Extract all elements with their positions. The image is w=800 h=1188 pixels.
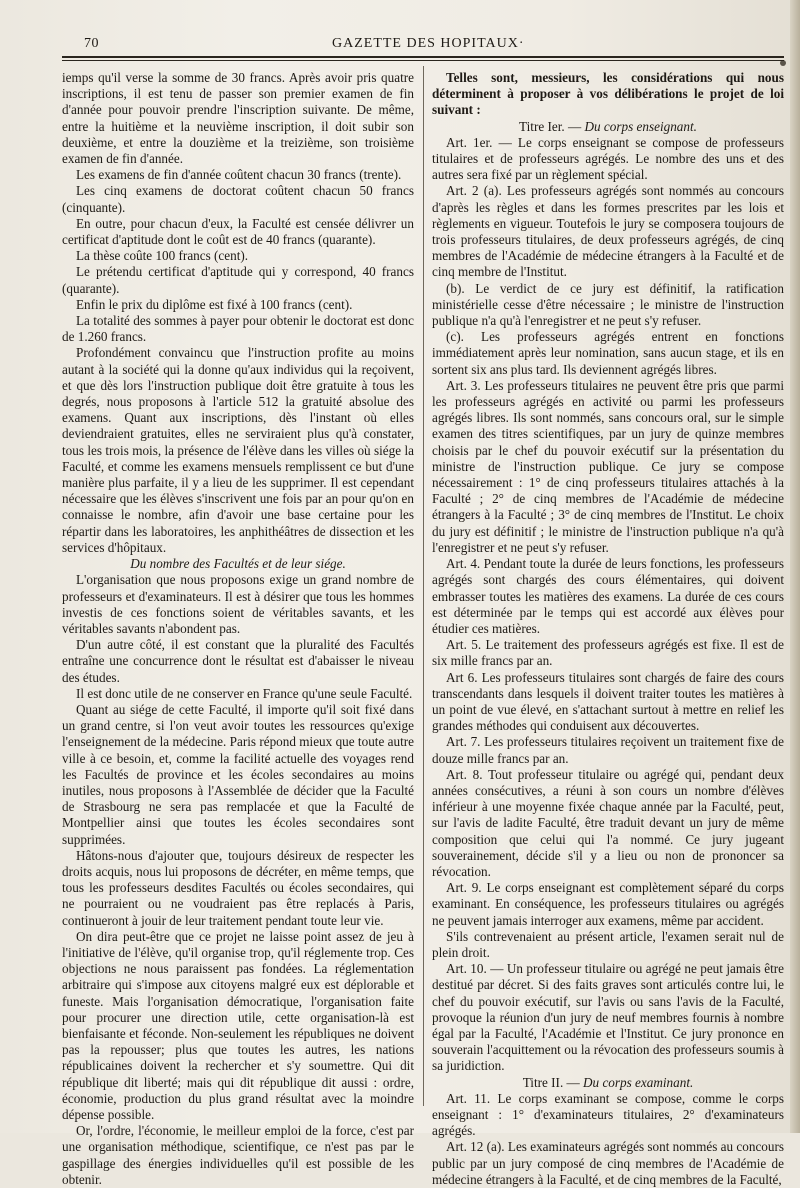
article: Art. 7. Les professeurs titulaires reçoivent un traitement fixe de douze mille francs par an.	[432, 734, 784, 766]
column-divider	[423, 66, 424, 1106]
paragraph: La totalité des sommes à payer pour obtenir le doctorat est donc de 1.260 francs.	[62, 313, 414, 345]
journal-title: GAZETTE DES HOPITAUX·	[332, 36, 525, 51]
intro-paragraph: Telles sont, messieurs, les considérations qui nous déterminent à proposer à vos délibérations le projet de loi suivant :	[432, 70, 784, 118]
title-1-prefix: Titre Ier. —	[519, 118, 582, 134]
page-number: 70	[84, 36, 99, 51]
title-1-heading	[432, 119, 784, 135]
paragraph: Hâtons-nous d'ajouter que, toujours désireux de respecter les droits acquis, nous lui proposons de décréter, en même temps, que tous les professeurs desdites Facultés ou écoles secondaires, qui ne pourraient ou ne voudraient pas être replacés à Paris, continueront à jouir de leur traitement pendant toute leur vie.	[62, 847, 414, 928]
article: Art. 3. Les professeurs titulaires ne peuvent être pris que parmi les professeurs agrégés en activité ou parmi les professeurs agrégés libres. Ils sont nommés, sans concours oral, sur le simple examen des titres scientifiques, par un jury de quinze membres choisis par le chef du pouvoir exécutif sur la présentation du ministre de l'instruction publique. Ce jury se compose nécessairement : 1° de cinq professeurs titulaires attachés à la Faculté ; 2° de cinq membres de l'Académie de médecine étrangers à la Faculté ; 3° de cinq membres de l'Institut. Le choix du jury est définitif ; le ministre de l'instruction publique n'a qu'à l'enregistrer et ne peut s'y refuser.	[432, 377, 784, 555]
paragraph: On dira peut-être que ce projet ne laisse point assez de jeu à l'initiative de l'élève, qu'il organise trop, qu'il réglemente trop. Ces objections ne nous paraissent pas fondées. La réglementation arbitraire qui s'impose aux citoyens malgré eux est déplorable et funeste. Mais l'organisation démocratique, l'organisation faite pour procurer une direction utile, cette organisation-là est bienfaisante et féconde. Non-seulement les républiques ne doivent pas la repousser; plus que toutes les autres, les nations républicaines doivent la rechercher et s'y soumettre. Qui dit république dit liberté; mais qui dit république dit aussi : ordre, économie, production du plus grand résultat avec la moindre dépense possible.	[62, 928, 414, 1122]
paragraph: Quant au siége de cette Faculté, il importe qu'il soit fixé dans un grand centre, si l'on veut avoir toutes les ressources qu'exige l'enseignement de la médecine. Paris répond mieux que toute autre ville à ce besoin, et, comme la facilité actuelle des voyages rend les Facultés de province et les écoles secondaires au moins inutiles, nous proposons à l'Assemblée de décider que la Faculté de Strasbourg ne sera pas remplacée et que la Faculté de Montpellier ainsi que toutes les écoles secondaires sont supprimées.	[62, 701, 414, 847]
right-column	[432, 70, 784, 1188]
article: Art. 11. Le corps examinant se compose, comme le corps enseignant : 1° d'examinateurs titulaires, 2° d'examinateurs agrégés.	[432, 1090, 784, 1139]
paragraph: Le prétendu certificat d'aptitude qui y correspond, 40 francs (quarante).	[62, 264, 414, 296]
article: Art. 4. Pendant toute la durée de leurs fonctions, les professeurs agrégés sont chargés des cours élémentaires, qui doivent embrasser toutes les matières des examens. La durée de ces cours est déterminée par le temps qui est accordé aux élèves pour étudier ces matières.	[432, 556, 784, 636]
header-rule-thick	[62, 56, 784, 58]
article: Art 6. Les professeurs titulaires sont chargés de faire des cours transcendants dans lesquels il doivent traiter toutes les matières à un point de vue élevé, en s'attachant surtout à mettre en relief les grandes méthodes qui conduisent aux découvertes.	[432, 669, 784, 734]
paragraph: Enfin le prix du diplôme est fixé à 100 francs (cent).	[76, 296, 353, 312]
article: Art. 12 (a). Les examinateurs agrégés sont nommés au concours public par un jury composé de cinq membres de l'Académie de médecine étrangers à la Faculté, et de cinq membres de la Faculté,	[432, 1139, 785, 1187]
left-column	[62, 70, 414, 1188]
page-edge	[790, 0, 800, 1133]
article: S'ils contrevenaient au présent article, l'examen serait nul de plein droit.	[432, 928, 784, 960]
paragraph: Il est donc utile de ne conserver en France qu'une seule Faculté.	[76, 685, 413, 701]
paragraph: Profondément convaincu que l'instruction profite au moins autant à la société qui la donne qu'aux individus qui la reçoivent, et que dès lors l'instruction publique doit être gratuite à tous les degrés, nous proposons à l'article 512 la gratuité absolue des examens. Quant aux inscriptions, dès l'instant où elles deviendraient gratuites, elles ne serviraient plus qu'à constater, tous les trois mois, la présence de l'élève dans les villes où siége la Faculté, et comme les examens mensuels remplissent ce but d'une manière plus parfaite, il y a lieu de les supprimer. Il est cependant nécessaire que les élèves s'inscrivent une fois par an pour qu'on en connaisse le nombre, afin d'avoir une base certaine pour les répartir dans les laboratoires, les anphithéâtres de dissection et les services d'hôpitaux.	[62, 345, 414, 555]
title-1-name: Du corps enseignant.	[584, 118, 697, 134]
title-2-prefix: Titre II. —	[522, 1074, 580, 1090]
paragraph: iemps qu'il verse la somme de 30 francs. Après avoir pris quatre inscriptions, il est tenu de passer son premier examen de fin d'année pour pouvoir prendre l'inscription suivante. De même, entre la huitième et la neuvième inscription, il doit subir son deuxième, et entre la douzième et la treizième, son troisième examen de fin d'année.	[62, 70, 414, 167]
article: (b). Le verdict de ce jury est définitif, la ratification ministérielle cesse d'être nécessaire ; le ministre de l'instruction publique n'a qu'à l'enregistrer et ne peut s'y refuser.	[432, 280, 784, 329]
article: Art. 9. Le corps enseignant est complètement séparé du corps examinant. En conséquence, les professeurs titulaires ou agrégés ne peuvent jamais interroger aux examens, même par accident.	[432, 880, 784, 928]
paragraph: L'organisation que nous proposons exige un grand nombre de professeurs et d'examinateurs. Il est à désirer que tous les hommes investis de ces fonctions soient de véritables savants, et les véritables savants n'abondent pas.	[62, 572, 414, 636]
article: Art. 8. Tout professeur titulaire ou agrégé qui, pendant deux années consécutives, a réuni à son cours un nombre d'élèves inférieur à une moyenne fixée chaque année par la Faculté, peut, sur l'avis de ladite Faculté, être traduit devant un jury de même composition que celui qui l'a nommé. Ce jury jugeant souverainement, décide s'il y a lieu ou non de prononcer sa révocation.	[432, 766, 784, 879]
article: (c). Les professeurs agrégés entrent en fonctions immédiatement après leur nomination, sans aucun stage, et ils en sortent six ans plus tard. Ils deviennent agrégés libres.	[432, 329, 784, 377]
title-2-name: Du corps examinant.	[583, 1074, 694, 1090]
article: Art. 10. — Un professeur titulaire ou agrégé ne peut jamais être destitué par décret. Si des faits graves sont articulés contre lui, le chef du pouvoir exécutif, sur l'avis ou sans l'avis de la Faculté, provoque la réunion d'un jury de neuf membres fournis à nombre égal par la Faculté, l'Académie et l'Institut. Ce jury prononce en souverain l'acquittement ou la révocation des professeurs soumis à sa juridiction.	[432, 961, 784, 1074]
article: Art. 5. Le traitement des professeurs agrégés est fixe. Il est de six mille francs par an.	[432, 637, 784, 669]
article: Art. 2 (a). Les professeurs agrégés sont nommés au concours d'après les règles et dans les formes prescrites par les lois et règlements en vigueur. Toutefois le jury se composera toujours de trois professeurs titulaires, de deux professeurs agrégés, de cinq membres de l'Académie de médecine étrangers à la Faculté et de cinq membre de l'Institut.	[432, 183, 784, 280]
section-subheading: Du nombre des Facultés et de leur siége.	[130, 556, 346, 572]
paragraph: Or, l'ordre, l'économie, le meilleur emploi de la force, c'est par une organisation méthodique, scientifique, ce n'est pas par le gaspillage des énergies individuelles qu'il est possible de les obtenir.	[62, 1123, 414, 1187]
header-rule-thin	[62, 60, 784, 61]
title-2-heading	[432, 1075, 784, 1091]
paragraph: La thèse coûte 100 francs (cent).	[76, 248, 249, 264]
paragraph: En outre, pour chacun d'eux, la Faculté est censée délivrer un certificat d'aptitude dont le coût est de 40 francs (quarante).	[62, 215, 414, 248]
paragraph: Les examens de fin d'année coûtent chacun 30 francs (trente).	[76, 167, 402, 183]
paragraph: D'un autre côté, il est constant que la pluralité des Facultés entraîne une concurrence dont le résultat est d'abaisser le niveau des études.	[62, 637, 414, 685]
article: Art. 1er. — Le corps enseignant se compose de professeurs titulaires et de professeurs agrégés. Le nombre des uns et des autres sera fixé par un règlement spécial.	[432, 134, 784, 183]
paragraph: Les cinq examens de doctorat coûtent chacun 50 francs (cinquante).	[62, 183, 414, 215]
